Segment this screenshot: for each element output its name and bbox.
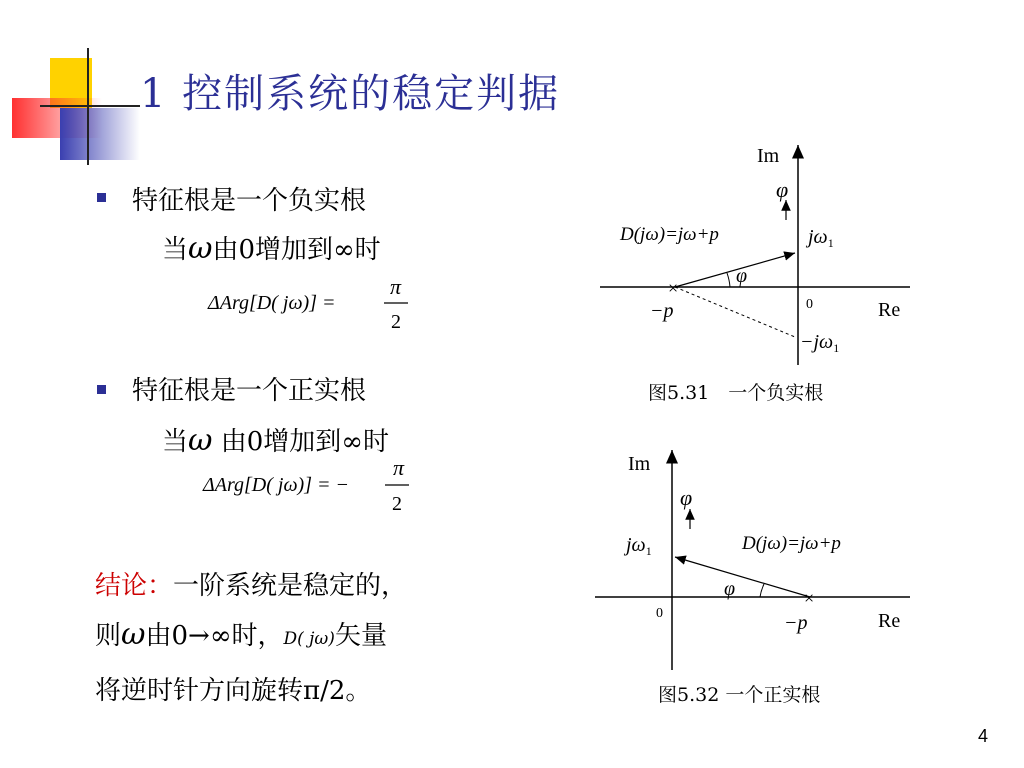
phi-label: φ <box>776 177 789 202</box>
blue-bar <box>60 108 140 160</box>
re-axis-label: Re <box>878 299 901 321</box>
svg-text:ΔArg[D( jω)] =: ΔArg[D( jω)] = <box>208 292 336 314</box>
svg-text:−jω1: $-j\omega_1$ <box>800 331 840 355</box>
svg-text:π: π <box>393 455 405 480</box>
im-axis-label: Im <box>628 453 651 475</box>
conclusion-line-1: 结论：一阶系统是稳定的， <box>95 571 408 601</box>
bullet-marker <box>97 193 106 202</box>
conclusion-label: 结论： <box>95 571 174 601</box>
re-axis-label: Re <box>878 610 901 632</box>
figure-negative-root <box>590 140 920 370</box>
phi-label: φ <box>680 485 693 510</box>
svg-text:φ: φ <box>724 578 736 600</box>
formula-positive <box>200 272 430 342</box>
vector-label: D(jω)=jω+p <box>742 533 841 554</box>
vector-label: D(jω)=jω+p <box>620 224 719 245</box>
formula-negative <box>195 455 435 525</box>
page-number: 4 <box>978 726 989 746</box>
svg-text:jω1: $j\omega_1$ <box>808 226 834 250</box>
conclusion-line-2: 则ω由0→∞时，D( jω)矢量 <box>95 617 387 652</box>
bullet-positive-root: 特征根是一个正实根 <box>132 376 367 406</box>
formula-pi: π <box>390 274 402 299</box>
page-title: 1 控制系统的稳定判据 <box>140 71 561 117</box>
figure-positive-root <box>590 445 920 675</box>
formula-two: 2 <box>391 311 401 333</box>
bullet-negative-root: 特征根是一个负实根 <box>132 186 367 216</box>
svg-text:0: 0 <box>806 297 813 312</box>
figure-caption-2: 图5.32 一个正实根 <box>658 684 821 706</box>
conclusion-line-3: 将逆时针方向旋转π/2。 <box>95 676 372 706</box>
corner-decoration <box>0 40 140 170</box>
bullet-marker <box>97 385 106 394</box>
svg-text:2: 2 <box>392 493 402 515</box>
figure-caption-1: 图5.31 一个负实根 <box>648 382 824 404</box>
svg-text:0: 0 <box>656 606 663 621</box>
svg-text:jω1: $j\omega_1$ <box>626 534 652 558</box>
svg-text:ΔArg[D( jω)] = −: ΔArg[D( jω)] = − <box>203 474 349 496</box>
when-line-1: 当ω由0增加到∞时 <box>162 231 381 266</box>
pole-marker: × <box>668 278 679 298</box>
im-axis-label: Im <box>757 145 780 167</box>
pole-label: −p <box>784 612 808 634</box>
pole-label: −p <box>650 300 674 322</box>
pole-marker: × <box>804 588 815 608</box>
when-line-2: 当ω 由0增加到∞时 <box>162 423 389 458</box>
svg-text:φ: φ <box>736 265 748 287</box>
